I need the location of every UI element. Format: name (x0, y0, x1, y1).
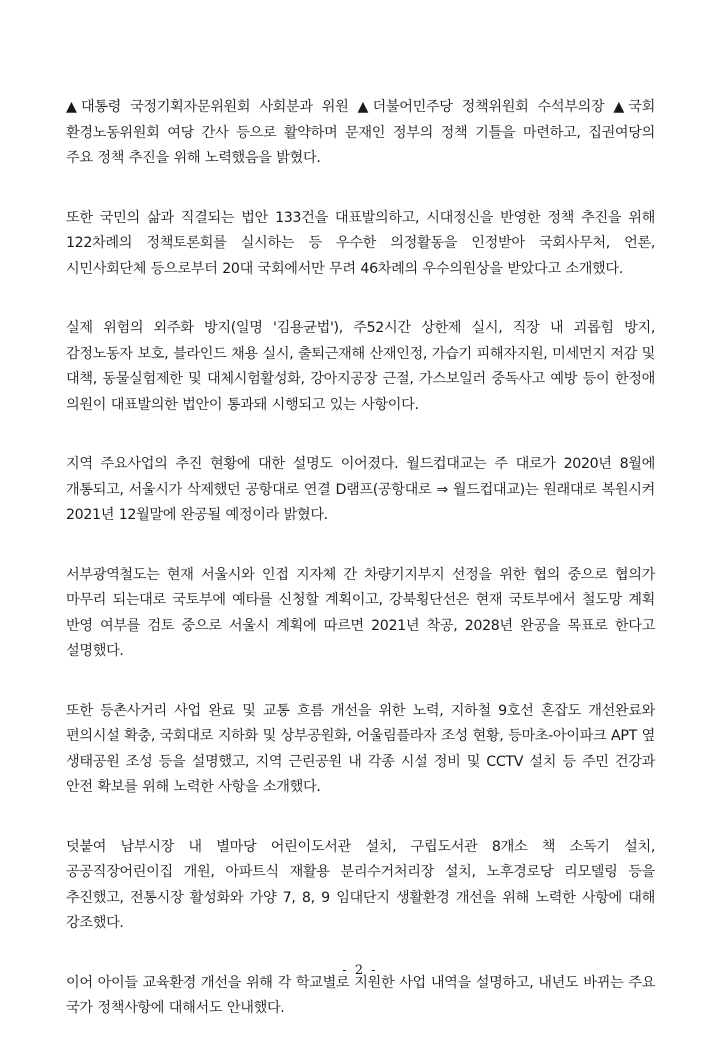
paragraph-railway: 서부광역철도는 현재 서울시와 인접 지자체 간 차량기지부지 선정을 위한 협의 중으로 협의가 마무리 되는대로 국토부에 예타를 신청할 계획이고, 강북횡단선은 현재 국토부에서 철도망 계획 반영 여부를 검토 중으로 서울시 계획에 따르면 2021년 착공, 2028년 완공을 목표로 한다고 설명했다. (66, 566, 655, 659)
document-body (66, 95, 655, 1056)
page-number: - 2 - (342, 963, 378, 978)
paragraph-legislation-awards: 또한 국민의 삶과 직결되는 법안 133건을 대표발의하고, 시대정신을 반영한 정책 추진을 위해 122차례의 정책토론회를 실시하는 등 우수한 의정활동을 인정받아 국회사무처, 언론, 시민사회단체 등으로부터 20대 국회에서만 무려 46차례의 우수의원상을 받았다고 소개했다. (66, 209, 655, 277)
paragraph-education: 이어 아이들 교육환경 개선을 위해 각 학교별로 지원한 사업 내역을 설명하고, 내년도 바뀌는 주요 국가 정책사항에 대해서도 안내했다. (66, 974, 655, 1016)
paragraph-transport-parks: 또한 등촌사거리 사업 완료 및 교통 흐름 개선을 위한 노력, 지하철 9호선 혼잡도 개선완료와 편의시설 확충, 국회대로 지하화 및 상부공원화, 어울림플라자 조성 현황, 등마초-아이파크 APT 옆 생태공원 조성 등을 설명했고, 지역 근린공원 내 각종 시설 정비 및 CCTV 설치 등 주민 건강과 안전 확보를 위해 노력한 사항을 소개했다. (66, 702, 655, 795)
paragraph-career: ▲대통령 국정기획자문위원회 사회분과 위원 ▲더불어민주당 정책위원회 수석부의장 ▲국회 환경노동위원회 여당 간사 등으로 활약하며 문재인 정부의 정책 기틀을 마련하고, 집권여당의 주요 정책 추진을 위해 노력했음을 밝혔다. (66, 99, 655, 166)
paragraph-community-facilities: 덧붙여 남부시장 내 별마당 어린이도서관 설치, 구립도서관 8개소 책 소독기 설치, 공공직장어린이집 개원, 아파트식 재활용 분리수거처리장 설치, 노후경로당 리모델링 등을 추진했고, 전통시장 활성화와 가양 7, 8, 9 임대단지 생활환경 개선을 위해 노력한 사항에 대해 강조했다. (66, 838, 655, 931)
paragraph-passed-bills: 실제 위험의 외주화 방지(일명 '김용균법'), 주52시간 상한제 실시, 직장 내 괴롭힘 방지, 감정노동자 보호, 블라인드 채용 실시, 출퇴근재해 산재인정, 가습기 피해자지원, 미세먼지 저감 및 대책, 동물실험제한 및 대체시험활성화, 강아지공장 근절, 가스보일러 중독사고 예방 등이 한정애 의원이 대표발의한 법안이 통과돼 시행되고 있는 사항이다. (66, 320, 655, 413)
paragraph-worldcup-bridge: 지역 주요사업의 추진 현황에 대한 설명도 이어졌다. 월드컵대교는 주 대로가 2020년 8월에 개통되고, 서울시가 삭제했던 공항대로 연결 D램프(공항대로 ⇒ 월드컵대교)는 원래대로 복원시켜 2021년 12월말에 완공될 예정이라 밝혔다. (66, 456, 655, 523)
